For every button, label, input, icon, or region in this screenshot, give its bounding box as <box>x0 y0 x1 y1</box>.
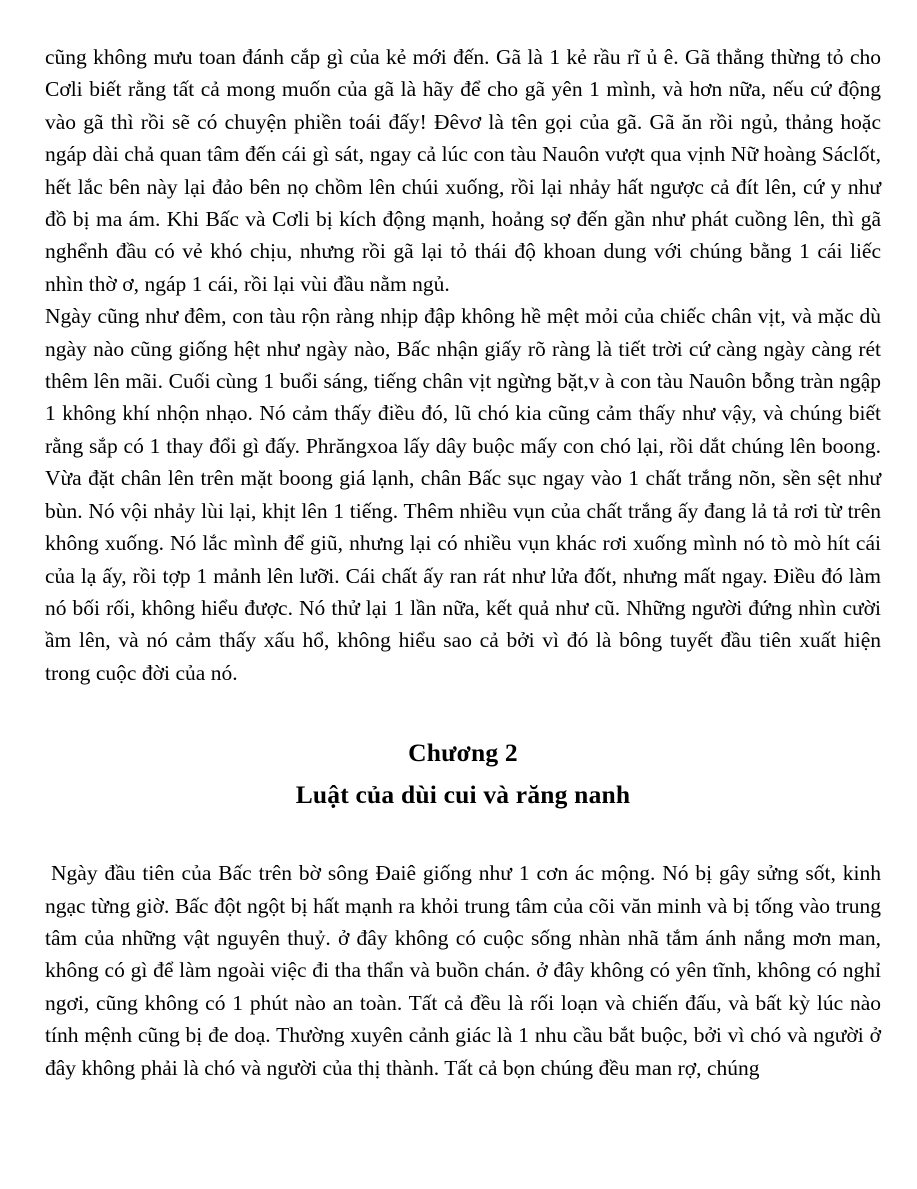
paragraph-continuation: cũng không mưu toan đánh cắp gì của kẻ mới đến. Gã là 1 kẻ rầu rĩ ủ ê. Gã thẳng thừng tỏ cho Cơli biết rằng tất cả mong muốn của gã là hãy để cho gã yên 1 mình, và hơn nữa, nếu cứ động vào gã thì rồi sẽ có chuyện phiền toái đấy! Đêvơ là tên gọi của gã. Gã ăn rồi ngủ, thảng hoặc ngáp dài chả quan tâm đến cái gì sát, ngay cả lúc con tàu Nauôn vượt qua vịnh Nữ hoàng Sáclốt, hết lắc bên này lại đảo bên nọ chồm lên chúi xuống, rồi lại nhảy hất ngược cả đít lên, cứ y như đồ bị ma ám. Khi Bấc và Cơli bị kích động mạnh, hoảng sợ đến gần như phát cuồng lên, thì gã nghểnh đầu có vẻ khó chịu, nhưng rồi gã lại tỏ thái độ khoan dung với chúng bằng 1 cái liếc nhìn thờ ơ, ngáp 1 cái, rồi lại vùi đầu nằm ngủ. <box>45 45 881 296</box>
paragraph-chapter2-opening: Ngày đầu tiên của Bấc trên bờ sông Đaiê giống như 1 cơn ác mộng. Nó bị gây sửng sốt, kinh ngạc từng giờ. Bấc đột ngột bị hất mạnh ra khỏi trung tâm của cõi văn minh và bị tống vào trung tâm của những vật nguyên thuỷ. ở đây không có cuộc sống nhàn nhã tắm ánh nắng mơn man, không có gì để làm ngoài việc đi tha thẩn và buồn chán. ở đây không có yên tĩnh, không có nghỉ ngơi, cũng không có 1 phút nào an toàn. Tất cả đều là rối loạn và chiến đấu, và bất kỳ lúc nào tính mệnh cũng bị đe doạ. Thường xuyên cảnh giác là 1 nhu cầu bắt buộc, bởi vì chó và người ở đây không phải là chó và người của thị thành. Tất cả bọn chúng đều man rợ, chúng <box>45 861 881 1080</box>
chapter-number: Chương 2 <box>408 738 518 768</box>
page-content-column <box>45 41 881 1084</box>
chapter-heading-block <box>45 733 881 817</box>
paragraph-snow-discovery: Ngày cũng như đêm, con tàu rộn ràng nhịp đập không hề mệt mỏi của chiếc chân vịt, và mặc dù ngày nào cũng giống hệt như ngày nào, Bấc nhận giấy rõ ràng là tiết trời cứ càng ngày càng rét thêm lên mãi. Cuối cùng 1 buổi sáng, tiếng chân vịt ngừng bặt,v à con tàu Nauôn bỗng tràn ngập 1 không khí nhộn nhạo. Nó cảm thấy điều đó, lũ chó kia cũng cảm thấy như vậy, và chúng biết rằng sắp có 1 thay đổi gì đấy. Phrăngxoa lấy dây buộc mấy con chó lại, rồi dắt chúng lên boong. Vừa đặt chân lên trên mặt boong giá lạnh, chân Bấc sục ngay vào 1 chất trắng nõn, sền sệt như bùn. Nó vội nhảy lùi lại, khịt lên 1 tiếng. Thêm nhiều vụn của chất trắng ấy đang lả tả rơi từ trên không xuống. Nó lắc mình để giũ, nhưng lại có nhiều vụn khác rơi xuống mình nó tò mò hít cái của lạ ấy, rồi tợp 1 mảnh lên lưỡi. Cái chất ấy ran rát như lửa đốt, nhưng mất ngay. Điều đó làm nó bối rối, không hiểu được. Nó thử lại 1 lần nữa, kết quả như cũ. Những người đứng nhìn cười ầm lên, và nó cảm thấy xấu hổ, không hiểu sao cả bởi vì đó là bông tuyết đầu tiên xuất hiện trong cuộc đời của nó. <box>45 304 881 685</box>
chapter-title: Luật của dùi cui và răng nanh <box>295 780 631 810</box>
